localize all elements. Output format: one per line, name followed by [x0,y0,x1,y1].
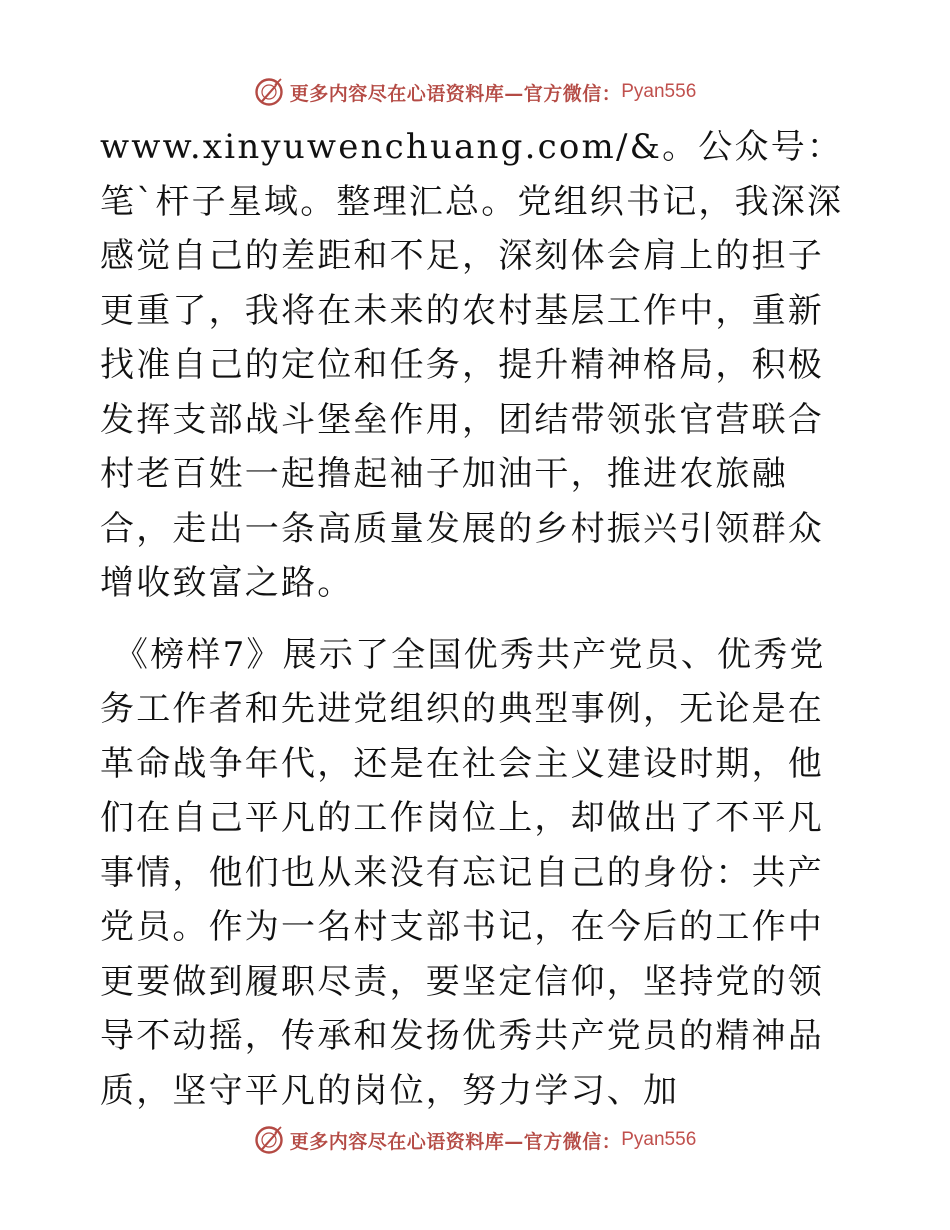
body-paragraph-2: 《榜样7》展示了全国优秀共产党员、优秀党务工作者和先进党组织的典型事例，无论是在革命战争年代，还是在社会主义建设时期，他们在自己平凡的工作岗位上，却做出了不平凡事情，他们也从来没有忘记自己的身份：共产党员。作为一名村支部书记，在今后的工作中更要做到履职尽责，要坚定信仰，坚持党的领导不动摇，传承和发扬优秀共产党员的精神品质，坚守平凡的岗位，努力学习、加 [100,634,826,1111]
header-banner-text: 更多内容尽在心语资料库—官方微信： [289,82,622,105]
quill-pen-circle-icon [254,77,284,107]
footer-banner-wechat-id: Pyan556 [621,1129,697,1150]
header-banner-wechat-id: Pyan556 [621,81,697,102]
footer-watermark-banner [0,1120,950,1160]
document-body [100,120,860,1118]
header-watermark-banner [0,72,950,112]
quill-pen-circle-icon [254,1125,284,1155]
body-paragraph-1: www.xinyuwenchuang.com/&。公众号：笔`杆子星域。整理汇总。党组织书记，我深深感觉自己的差距和不足，深刻体会肩上的担子更重了，我将在未来的农村基层工作中，重新找准自己的定位和任务，提升精神格局，积极发挥支部战斗堡垒作用，团结带领张官营联合村老百姓一起撸起袖子加油干，推进农旅融合，走出一条高质量发展的乡村振兴引领群众增收致富之路。 [100,127,844,603]
footer-banner-text: 更多内容尽在心语资料库—官方微信： [289,1130,622,1153]
